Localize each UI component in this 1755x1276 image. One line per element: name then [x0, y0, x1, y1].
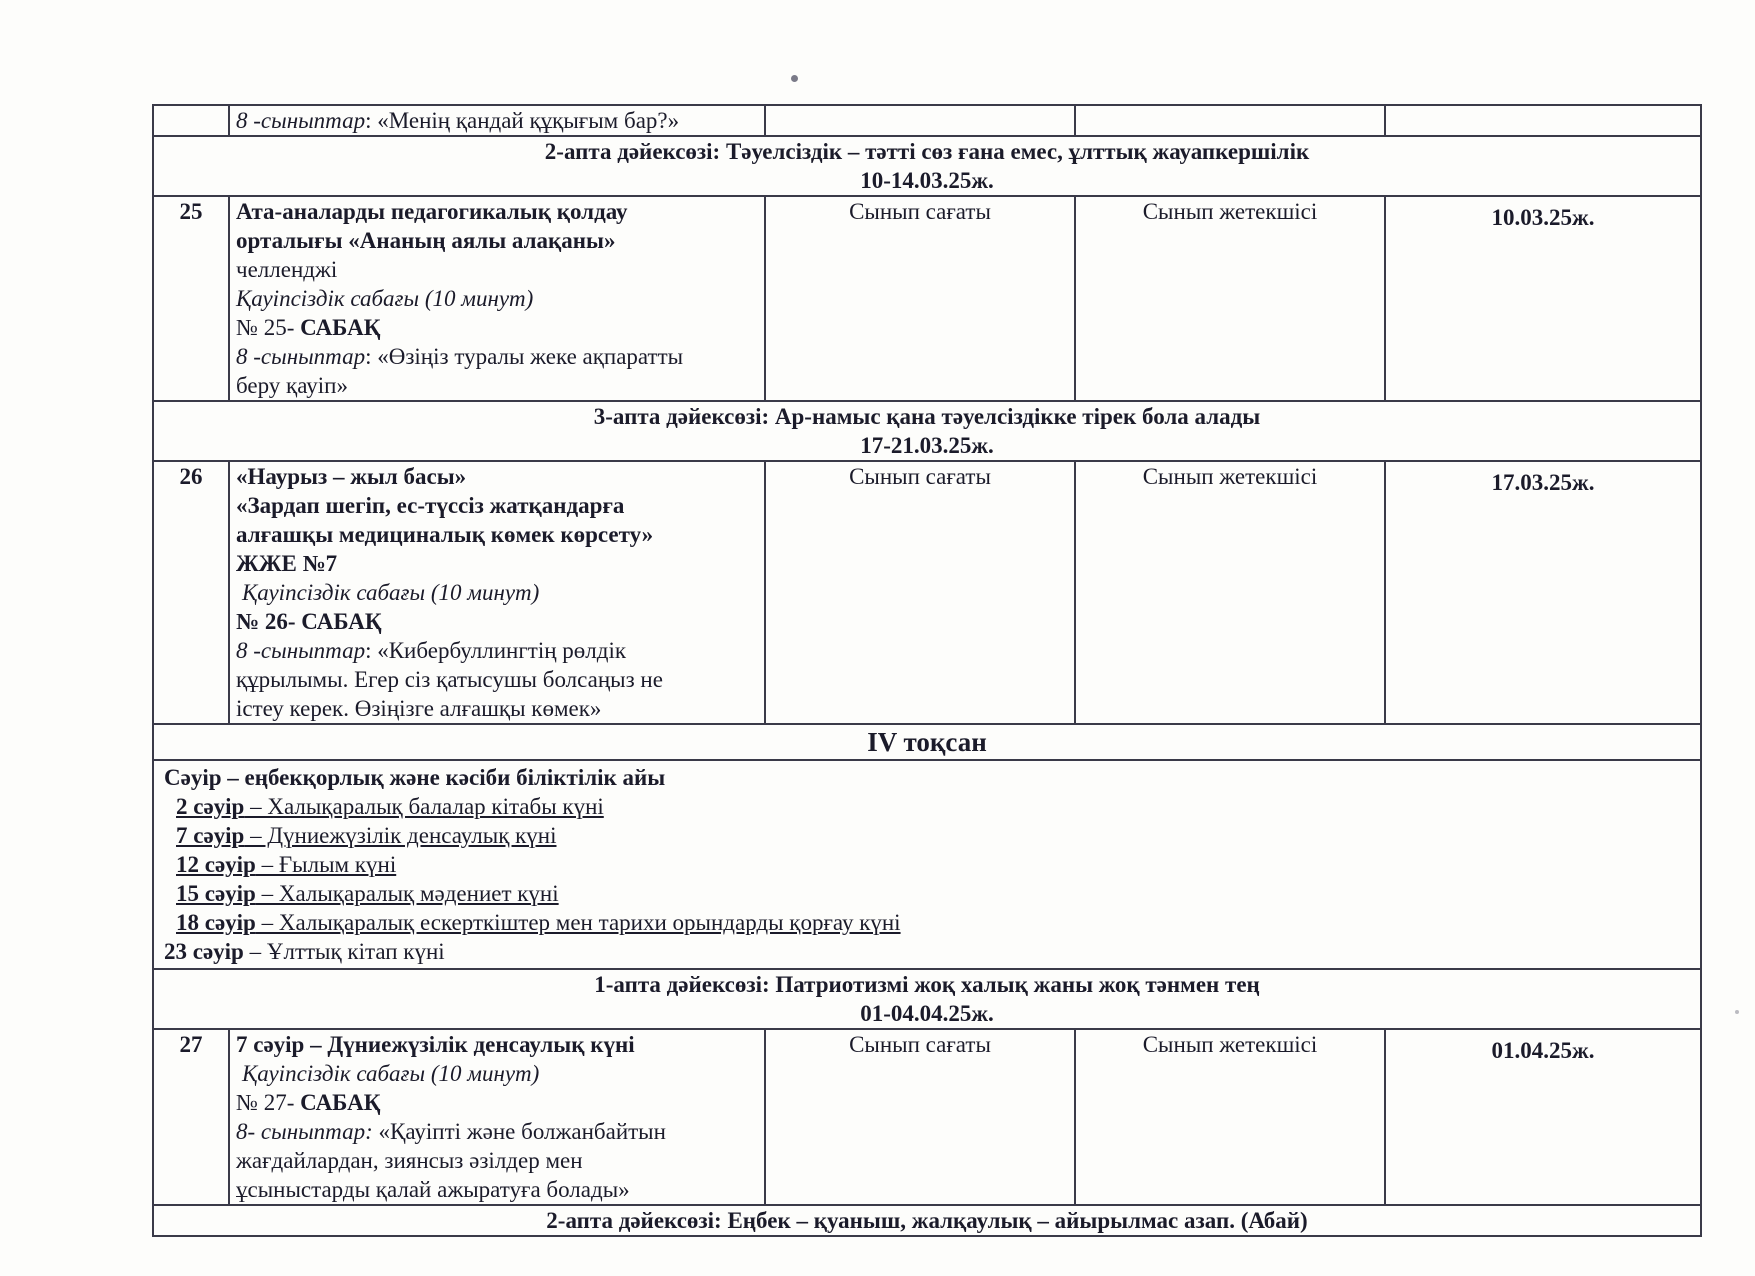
event-title: челленджі — [236, 257, 338, 282]
plan-table — [152, 104, 1702, 1237]
lesson-word: САБАҚ — [300, 1090, 381, 1115]
class-label: 8 -сыныптар — [236, 344, 366, 369]
content-cell — [229, 196, 765, 401]
week-quote: 1-апта дәйексөзі: Патриотизмі жоқ халық жаны жоқ тәнмен тең — [594, 972, 1260, 997]
topic-text: : «Кибербуллингтің рөлдік — [365, 638, 627, 663]
week-heading — [153, 136, 1701, 196]
holiday-name: – Халықаралық балалар кітабы күні — [244, 794, 604, 819]
lesson-number: 26 — [153, 461, 229, 724]
week-heading — [153, 969, 1701, 1029]
safety-lesson: Қауіпсіздік сабағы (10 минут) — [242, 580, 540, 605]
holiday-date: 15 сәуір — [176, 881, 256, 906]
event-title: Ата-аналарды педагогикалық қолдау — [236, 199, 628, 224]
week-heading-row — [153, 136, 1701, 196]
holiday-name: – Ғылым күні — [255, 852, 397, 877]
topic — [236, 636, 758, 665]
form-cell: Сынып сағаты — [765, 196, 1075, 401]
responsible-cell: Сынып жетекшісі — [1075, 461, 1385, 724]
month-block — [153, 760, 1701, 969]
week-quote: 2-апта дәйексөзі: Тәуелсіздік – тәтті сөз ғана емес, ұлттық жауапкершілік — [544, 139, 1310, 164]
week-dates: 10-14.03.25ж. — [860, 168, 994, 193]
topic-text: жағдайлардан, зиянсыз әзілдер мен — [236, 1148, 583, 1173]
topic — [236, 342, 758, 371]
holiday-item — [164, 792, 1692, 821]
table-row — [153, 196, 1701, 401]
form-cell: Сынып сағаты — [765, 461, 1075, 724]
topic-text: : «Өзіңіз туралы жеке ақпаратты — [365, 344, 684, 369]
topic-text: беру қауіп» — [236, 373, 348, 398]
table-row — [153, 1029, 1701, 1205]
date-cell: 17.03.25ж. — [1385, 461, 1701, 724]
topic-text: : «Менің қандай құқығым бар?» — [365, 108, 680, 133]
week-heading-row — [153, 969, 1701, 1029]
month-row — [153, 760, 1701, 969]
responsible-cell — [1075, 105, 1385, 136]
holiday-name: – Дүниежүзілік денсаулық күні — [244, 823, 557, 848]
holiday-date: 7 сәуір — [176, 823, 245, 848]
week-heading — [153, 401, 1701, 461]
week-heading-row — [153, 401, 1701, 461]
holiday-date: 23 сәуір — [164, 939, 244, 964]
week-quote: 3-апта дәйексөзі: Ар-намыс қана тәуелсіздікке тірек бола алады — [593, 404, 1261, 429]
week-heading — [153, 1205, 1701, 1236]
holiday-item — [164, 850, 1692, 879]
content-cell — [229, 105, 765, 136]
num-cell — [153, 105, 229, 136]
responsible-cell: Сынып жетекшісі — [1075, 196, 1385, 401]
holiday-item — [164, 937, 1692, 966]
topic-text: ұсыныстарды қалай ажыратуға болады» — [236, 1177, 630, 1202]
scan-dot — [1735, 1010, 1739, 1014]
holiday-item — [164, 908, 1692, 937]
class-label: 8- сыныптар: — [236, 1119, 373, 1144]
lesson-word: САБАҚ — [300, 315, 381, 340]
table-row — [153, 461, 1701, 724]
topic-text: «Қауіпті және болжанбайтын — [372, 1119, 666, 1144]
event-title: «Наурыз – жыл басы» — [236, 464, 467, 489]
week-heading-row — [153, 1205, 1701, 1236]
lesson-number-label: № 27- — [236, 1090, 295, 1115]
content-cell — [229, 1029, 765, 1205]
lesson-label — [236, 1088, 758, 1117]
holiday-item — [164, 879, 1692, 908]
holiday-item — [164, 821, 1692, 850]
topic-text: істеу керек. Өзіңізге алғашқы көмек» — [236, 696, 602, 721]
month-title: Сәуір – еңбекқорлық және кәсіби біліктілік айы — [164, 765, 666, 790]
lesson-number: 27 — [153, 1029, 229, 1205]
topic-text: құрылымы. Егер сіз қатысушы болсаңыз не — [236, 667, 663, 692]
week-dates: 01-04.04.25ж. — [860, 1001, 994, 1026]
lesson-number-label: № 25- — [236, 315, 295, 340]
class-label: 8 -сыныптар — [236, 638, 366, 663]
holiday-date: 12 сәуір — [176, 852, 256, 877]
event-title: ЖЖЕ №7 — [236, 551, 338, 576]
event-title: 7 сәуір – Дүниежүзілік денсаулық күні — [236, 1032, 635, 1057]
date-cell: 10.03.25ж. — [1385, 196, 1701, 401]
class-label: 8 -сыныптар — [236, 108, 366, 133]
lesson-label: № 26- САБАҚ — [236, 609, 382, 634]
form-cell: Сынып сағаты — [765, 1029, 1075, 1205]
holiday-name: – Халықаралық ескерткіштер мен тарихи орындарды қорғау күні — [255, 910, 901, 935]
holiday-date: 2 сәуір — [176, 794, 245, 819]
quarter-row — [153, 724, 1701, 760]
safety-lesson: Қауіпсіздік сабағы (10 минут) — [242, 1061, 540, 1086]
week-dates: 17-21.03.25ж. — [860, 433, 994, 458]
safety-lesson: Қауіпсіздік сабағы (10 минут) — [236, 286, 534, 311]
event-title: алғашқы медициналық көмек көрсету» — [236, 522, 654, 547]
scan-dot — [791, 75, 798, 82]
content-cell — [229, 461, 765, 724]
quarter-heading: IV тоқсан — [153, 724, 1701, 760]
week-quote: 2-апта дәйексөзі: Еңбек – қуаныш, жалқаулық – айырылмас азап. (Абай) — [546, 1208, 1308, 1233]
holiday-name: – Ұлттық кітап күні — [243, 939, 445, 964]
holiday-date: 18 сәуір — [176, 910, 256, 935]
lesson-number: 25 — [153, 196, 229, 401]
table-row — [153, 105, 1701, 136]
topic — [236, 1117, 758, 1146]
date-cell: 01.04.25ж. — [1385, 1029, 1701, 1205]
event-title: «Зардап шегіп, ес-түссіз жатқандарға — [236, 493, 625, 518]
holiday-name: – Халықаралық мәдениет күні — [255, 881, 559, 906]
form-cell — [765, 105, 1075, 136]
responsible-cell: Сынып жетекшісі — [1075, 1029, 1385, 1205]
lesson-label — [236, 313, 758, 342]
event-title: орталығы «Ананың аялы алақаны» — [236, 228, 616, 253]
date-cell — [1385, 105, 1701, 136]
